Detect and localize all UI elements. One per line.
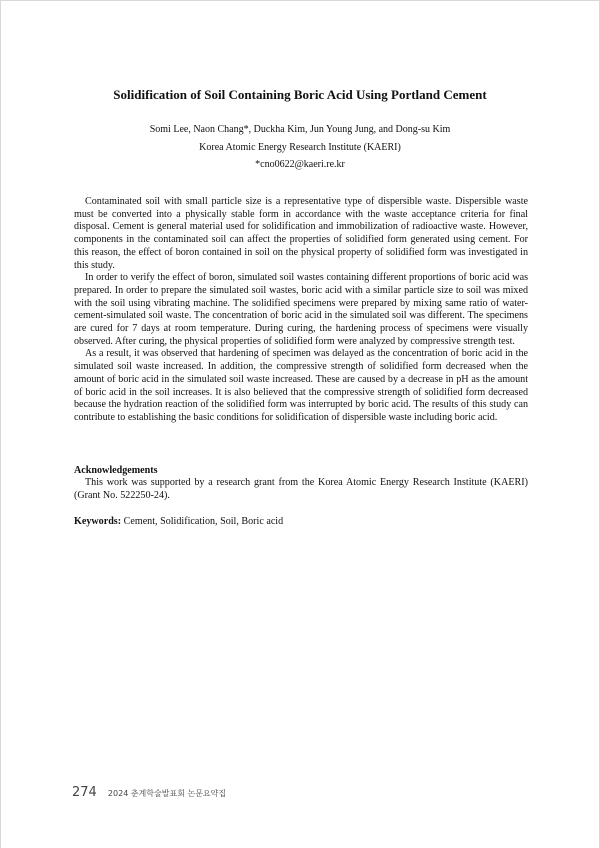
acknowledgements-heading: Acknowledgements [74, 465, 158, 476]
paper-title: Solidification of Soil Containing Boric Acid Using Portland Cement [113, 87, 487, 102]
author-list: Somi Lee, Naon Chang*, Duckha Kim, Jun Young Jung, and Dong-su Kim [149, 124, 451, 135]
abstract-paragraph-2: In order to verify the effect of boron, simulated soil wastes containing different proportions of boric acid was prepared. In order to prepare the simulated soil wastes, boric acid with a similar particle size to soil was mixed with the soil using vibrating machine. The solidified specimens were prepared by mixing same ratio of water-cement-simulated soil waste. The concentration of boric acid in the simulated soil was different. The specimens are cured for 7 days at room temperature. During curing, the hardening process of specimens were visually observed. After curing, the physical properties of solidified form were analyzed by compressive strength test. [74, 272, 528, 347]
affiliation: Korea Atomic Energy Research Institute (KAERI) [199, 142, 401, 153]
keywords-label: Keywords: [74, 516, 122, 527]
page-footer [72, 781, 226, 800]
acknowledgements-body [74, 477, 528, 502]
keywords-text: Cement, Solidification, Soil, Boric acid [123, 516, 284, 527]
abstract-body [74, 196, 528, 425]
abstract-paragraph-3: As a result, it was observed that hardening of specimen was delayed as the concentration of boric acid in the simulated soil waste increased. In addition, the compressive strength of solidified form decreased when the amount of boric acid in the simulated soil waste increased. These are caused by a decrease in pH as the amount of boric acid in the soil increases. It is also believed that the compressive strength of solidified form decreased because the hydration reaction of the solidified form was interrupted by boric acid. The results of this study can contribute to establishing the basic conditions for solidification of dispersible waste including boric acid. [74, 348, 528, 423]
proceedings-label: 2024 춘계학술발표회 논문요약집 [107, 789, 227, 798]
keywords-line [74, 515, 283, 528]
corresponding-email[interactable]: *cno0622@kaeri.re.kr [255, 159, 345, 170]
abstract-paragraph-1: Contaminated soil with small particle size is a representative type of dispersible waste. Dispersible waste must be converted into a physically stable form in accordance with the waste acceptance criteria for final disposal. Cement is general material used for solidification and immobilization of radioactive waste. However, components in the contaminated soil can affect the properties of solidified form generated using cement. For this reason, the effect of boron contained in soil on the physical property of solidified form was investigated in this study. [74, 196, 528, 271]
acknowledgements-text: This work was supported by a research grant from the Korea Atomic Energy Research Institute (KAERI) (Grant No. 522250-24). [74, 477, 528, 501]
page-number: 274 [72, 785, 97, 800]
page-border-top [0, 0, 600, 1]
